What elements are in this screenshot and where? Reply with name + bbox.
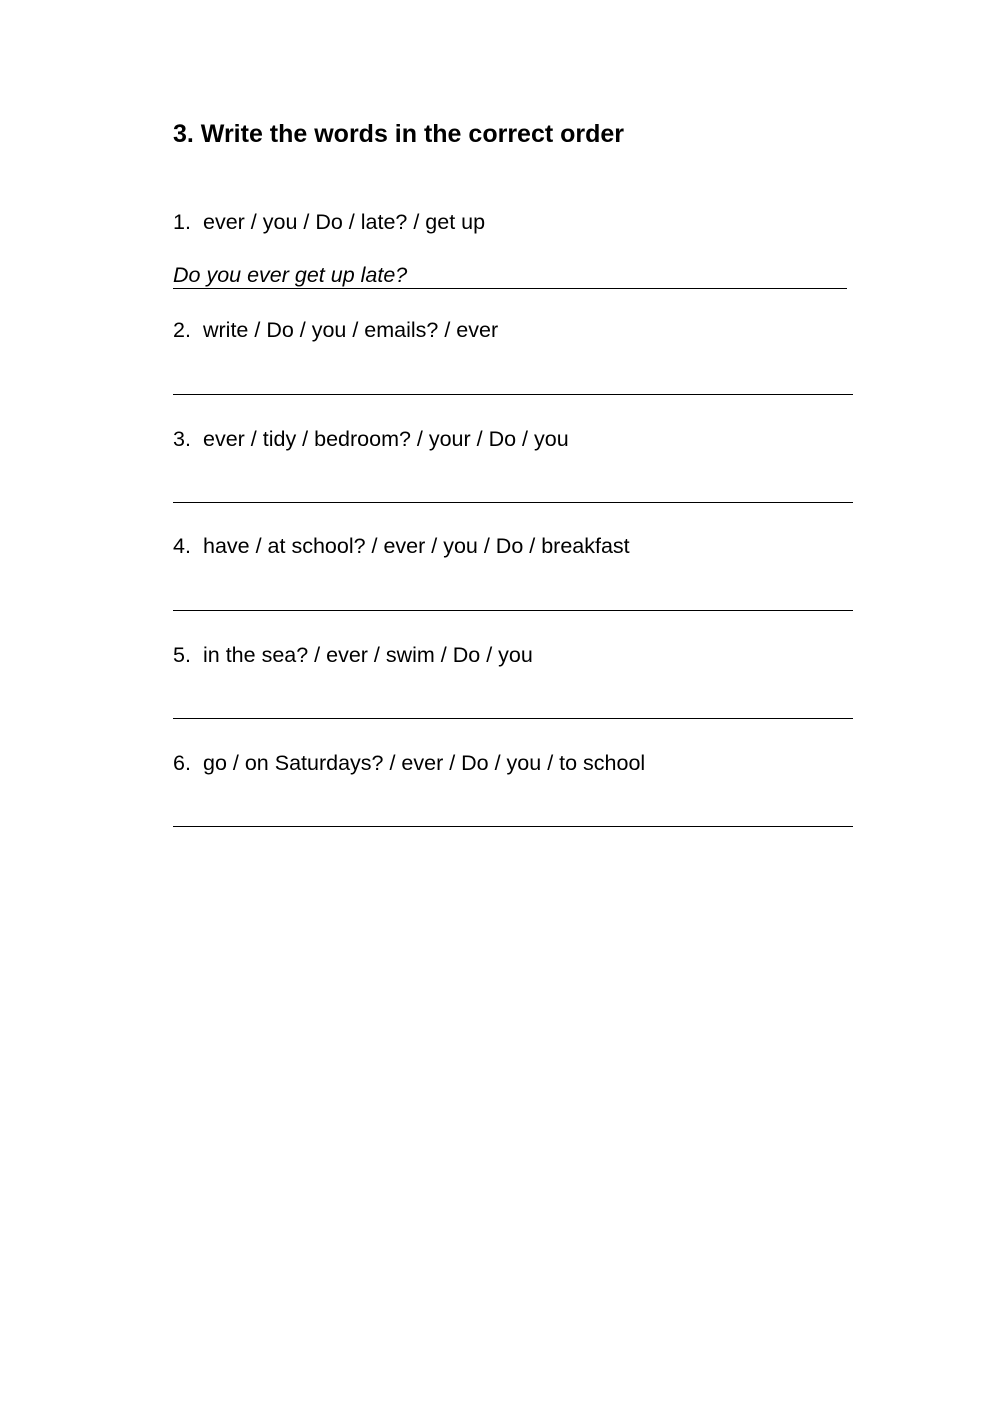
example-answer: Do you ever get up late?: [173, 262, 847, 289]
answer-line-3[interactable]: [173, 502, 853, 503]
item-prompt: in the sea? / ever / swim / Do / you: [203, 643, 533, 667]
exercise-item-4: [173, 532, 630, 560]
exercise-item-1: [173, 208, 485, 236]
item-prompt: write / Do / you / emails? / ever: [203, 318, 499, 342]
exercise-title: 3. Write the words in the correct order: [173, 120, 625, 148]
answer-line-2[interactable]: [173, 394, 853, 395]
exercise-item-3: [173, 425, 569, 453]
item-prompt: go / on Saturdays? / ever / Do / you / to school: [203, 751, 646, 775]
item-prompt: ever / you / Do / late? / get up: [203, 210, 486, 234]
answer-line-5[interactable]: [173, 718, 853, 719]
item-number: 1.: [173, 210, 191, 234]
exercise-item-5: [173, 641, 533, 669]
item-number: 3.: [173, 427, 191, 451]
exercise-item-6: [173, 749, 645, 777]
exercise-item-2: [173, 316, 498, 344]
answer-line-4[interactable]: [173, 610, 853, 611]
item-number: 6.: [173, 751, 191, 775]
item-number: 2.: [173, 318, 191, 342]
answer-line-6[interactable]: [173, 826, 853, 827]
item-prompt: have / at school? / ever / you / Do / breakfast: [203, 534, 630, 558]
item-number: 5.: [173, 643, 191, 667]
item-number: 4.: [173, 534, 191, 558]
item-prompt: ever / tidy / bedroom? / your / Do / you: [203, 427, 569, 451]
